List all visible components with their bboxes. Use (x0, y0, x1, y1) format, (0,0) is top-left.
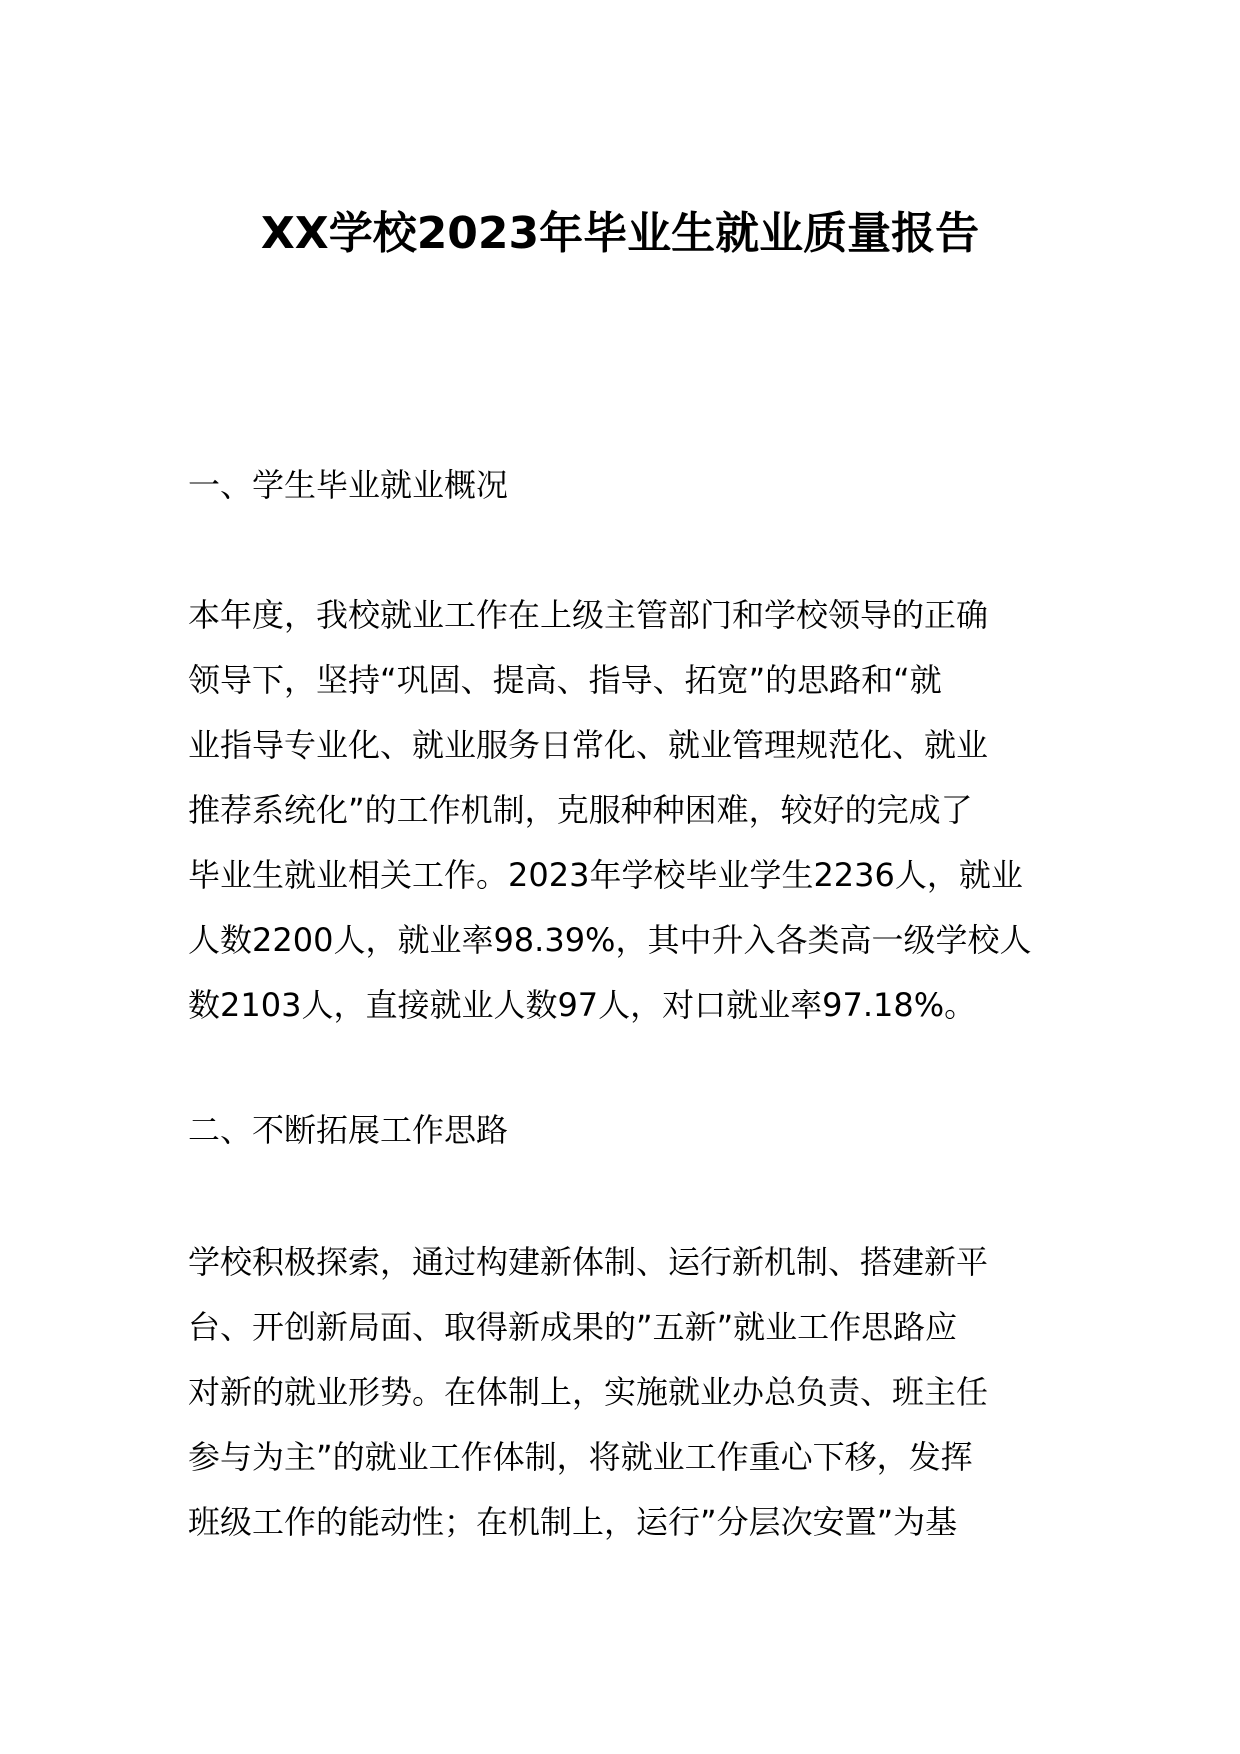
paragraph-line: 班级工作的能动性；在机制上，运行”分层次安置”为基 (188, 1503, 958, 1541)
section-heading-overview: 一、学生毕业就业概况 (188, 466, 509, 504)
paragraph-line: 毕业生就业相关工作。2023年学校毕业学生2236人，就业 (188, 856, 1023, 894)
section-heading-work-approach: 二、不断拓展工作思路 (188, 1111, 509, 1149)
document-title: XX学校2023年毕业生就业质量报告 (260, 208, 980, 259)
section-paragraph-overview (188, 583, 1058, 1038)
paragraph-line: 人数2200人，就业率98.39%，其中升入各类高一级学校人 (188, 921, 1032, 959)
paragraph-line: 参与为主”的就业工作体制，将就业工作重心下移，发挥 (188, 1438, 973, 1476)
paragraph-line: 本年度，我校就业工作在上级主管部门和学校领导的正确 (188, 596, 989, 634)
paragraph-line: 推荐系统化”的工作机制，克服种种困难，较好的完成了 (188, 791, 973, 829)
paragraph-line: 学校积极探索，通过构建新体制、运行新机制、搭建新平 (188, 1243, 989, 1281)
paragraph-line: 业指导专业化、就业服务日常化、就业管理规范化、就业 (188, 726, 989, 764)
paragraph-line: 领导下，坚持“巩固、提高、指导、拓宽”的思路和“就 (188, 661, 942, 699)
paragraph-line: 数2103人，直接就业人数97人，对口就业率97.18%。 (188, 986, 977, 1024)
section-paragraph-work-approach (188, 1230, 1058, 1555)
paragraph-line: 台、开创新局面、取得新成果的”五新”就业工作思路应 (188, 1308, 958, 1346)
paragraph-line: 对新的就业形势。在体制上，实施就业办总负责、班主任 (188, 1373, 989, 1411)
